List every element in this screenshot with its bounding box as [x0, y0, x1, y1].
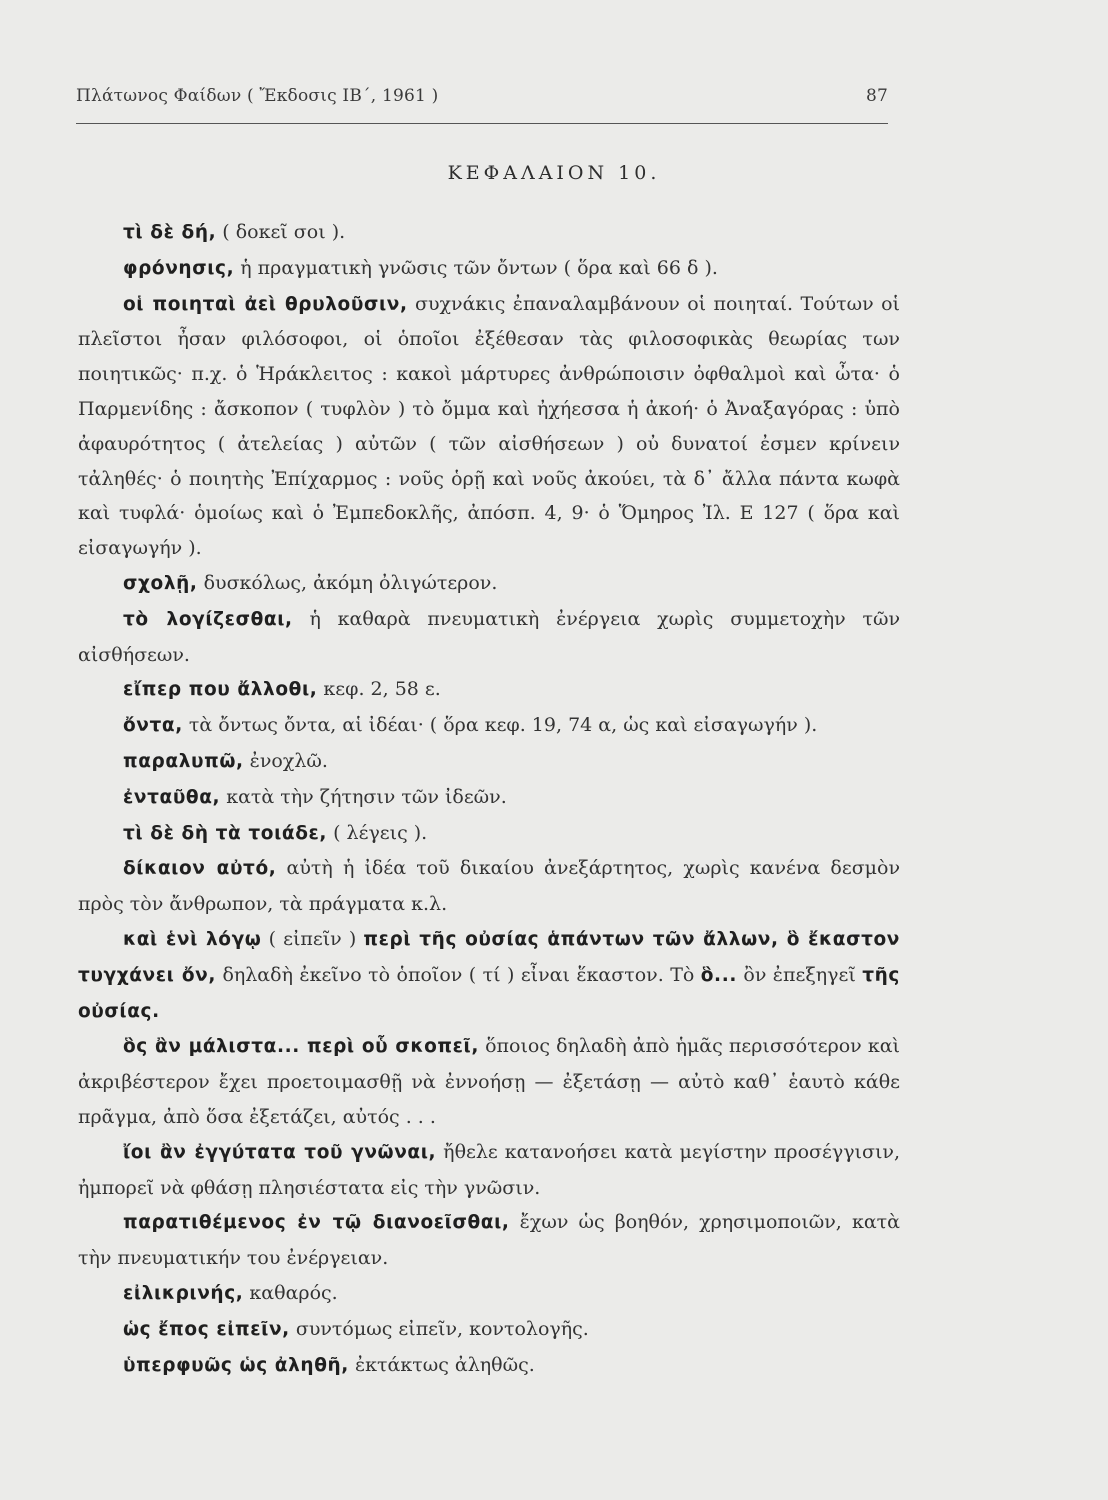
commentary-paragraph	[78, 566, 900, 602]
commentary-paragraph	[78, 708, 900, 744]
commentary-paragraph	[78, 602, 900, 673]
commentary-paragraph	[78, 1029, 900, 1134]
gloss: ἐκτάκτως ἀληθῶς.	[348, 1353, 535, 1376]
lemma: οἱ ποιηταὶ ἀεὶ θρυλοῦσιν,	[123, 293, 408, 315]
lemma: τὶ δὲ δή,	[123, 222, 217, 243]
commentary-paragraph	[78, 744, 900, 780]
page-number: 87	[865, 86, 888, 106]
commentary-paragraph	[78, 215, 900, 251]
lemma: ὃς ἂν μάλιστα... περὶ οὗ σκοπεῖ,	[123, 1036, 479, 1058]
lemma: καὶ ἑνὶ λόγῳ	[123, 928, 262, 950]
lemma: τὸ λογίζεσθαι,	[123, 608, 293, 630]
running-title: Πλάτωνος Φαίδων ( Ἔκδοσις ΙΒ΄, 1961 )	[76, 86, 439, 106]
lemma: ὡς ἔπος εἰπεῖν,	[123, 1318, 290, 1340]
commentary-paragraph	[78, 251, 900, 287]
lemma: τὶ δὲ δὴ τὰ τοιάδε,	[123, 822, 328, 844]
lemma: ἐνταῦθα,	[123, 786, 221, 808]
commentary-paragraph	[78, 851, 900, 922]
lemma: παραλυπῶ,	[123, 750, 244, 772]
gloss: τὰ ὄντως ὄντα, αἱ ἰδέαι· ( ὅρα κεφ. 19, 74 α, ὡς καὶ εἰσαγωγήν ).	[182, 714, 818, 737]
gloss: δηλαδὴ ἐκεῖνο τὸ ὁποῖον ( τί ) εἶναι ἕκαστον. Τὸ	[216, 963, 701, 986]
commentary-paragraph	[78, 780, 900, 816]
lemma: περὶ τῆς οὐσίας ἁπάντων τῶν ἄλλων, ὃ ἔκαστον τυγχάνει ὄν,	[78, 928, 900, 986]
gloss: ὂν ἐπεξηγεῖ	[736, 963, 863, 986]
lemma: παρατιθέμενος ἐν τῷ διανοεῖσθαι,	[123, 1212, 510, 1234]
gloss: ἡ πραγματικὴ γνῶσις τῶν ὄντων ( ὅρα καὶ 66 δ ).	[234, 256, 718, 279]
gloss: συντόμως εἰπεῖν, κοντολογῆς.	[289, 1317, 589, 1340]
gloss: συχνάκις ἐπαναλαμβάνουν οἱ ποιηταί. Τούτων οἱ πλεῖστοι ἦσαν φιλόσοφοι, οἱ ὁποῖοι ἐξέθεσαν τὰς φιλοσοφικὰς θεωρίας των ποιητικῶς· π.χ. ὁ Ἡράκλειτος : κακοὶ μάρτυρες ἀνθρώποισιν ὀφθαλμοὶ καὶ ὦτα· ὁ Παρμενίδης : ἄσκοπον ( τυφλὸν ) τὸ ὄμμα καὶ ἠχήεσσα ἡ ἀκοή· ὁ Ἀναξαγόρας : ὑπὸ ἀφαυρότητος ( ἀτελείας ) αὐτῶν ( τῶν αἰσθήσεων ) οὐ δυνατοί ἐσμεν κρίνειν τἀληθές· ὁ ποιητὴς Ἐπίχαρμος : νοῦς ὁρῇ καὶ νοῦς ἀκούει, τὰ δ᾽ ἄλλα πάντα κωφὰ καὶ τυφλά· ὁμοίως καὶ ὁ Ἐμπεδοκλῆς, ἀπόσπ. 4, 9· ὁ Ὅμηρος Ἰλ. Ε 127 ( ὅρα καὶ εἰσαγωγήν ).	[78, 292, 900, 560]
gloss: δυσκόλως, ἀκόμη ὀλιγώτερον.	[197, 571, 498, 594]
gloss: ὅποιος δηλαδὴ ἀπὸ ἡμᾶς περισσότερον καὶ ἀκριβέστερον ἔχει προετοιμασθῇ νὰ ἐννοήσῃ — ἐξετάσῃ — αὐτὸ καθ᾽ ἑαυτὸ κάθε πρᾶγμα, ἀπὸ ὅσα ἐξετάζει, αὐτός . . .	[78, 1035, 900, 1128]
lemma: φρόνησις,	[123, 257, 235, 279]
gloss: ἡ καθαρὰ πνευματικὴ ἐνέργεια χωρὶς συμμετοχὴν τῶν αἰσθήσεων.	[78, 607, 901, 666]
commentary-paragraph	[78, 816, 900, 852]
chapter-title: ΚΕΦΑΛΑΙΟΝ 10.	[447, 162, 661, 184]
gloss: ( λέγεις ).	[327, 821, 428, 844]
gloss: ἔχων ὡς βοηθόν, χρησιμοποιῶν, κατὰ τὴν πνευματικήν του ἐνέργειαν.	[78, 1211, 901, 1270]
lemma: δίκαιον αὐτό,	[123, 858, 277, 880]
commentary-paragraph	[78, 922, 900, 1029]
gloss: καθαρός.	[243, 1281, 338, 1304]
lemma: σχολῇ,	[123, 572, 198, 594]
lemma: ὄντα,	[123, 715, 183, 737]
gloss: ἤθελε κατανοήσει κατὰ μεγίστην προσέγγισιν, ἠμπορεῖ νὰ φθάσῃ πλησιέστατα εἰς τὴν γνῶσιν.	[78, 1140, 901, 1199]
commentary-paragraph	[78, 1135, 900, 1206]
lemma: ἴοι ἂν ἐγγύτατα τοῦ γνῶναι,	[123, 1141, 437, 1163]
commentary-paragraph	[78, 672, 900, 708]
commentary-paragraph	[78, 1205, 900, 1276]
commentary-paragraph	[78, 1312, 900, 1348]
commentary-paragraph	[78, 1276, 900, 1312]
lemma: ὑπερφυῶς ὡς ἀληθῆ,	[123, 1354, 349, 1376]
commentary-paragraph	[78, 287, 900, 566]
running-head	[76, 86, 888, 106]
lemma: εἰλικρινής,	[123, 1282, 244, 1304]
lemma: εἴπερ που ἄλλοθι,	[123, 679, 318, 701]
lemma: ὃ...	[700, 964, 737, 986]
lemma: τῆς οὐσίας.	[78, 964, 900, 1022]
commentary-body	[78, 215, 900, 1383]
gloss: κεφ. 2, 58 ε.	[317, 678, 441, 701]
gloss: ἐνοχλῶ.	[243, 749, 328, 772]
gloss: ( εἰπεῖν )	[261, 927, 364, 950]
gloss: ( δοκεῖ σοι ).	[216, 221, 346, 243]
gloss: κατὰ τὴν ζήτησιν τῶν ἰδεῶν.	[220, 785, 507, 808]
commentary-paragraph	[78, 1348, 900, 1384]
gloss: αὐτὴ ἡ ἰδέα τοῦ δικαίου ἀνεξάρτητος, χωρὶς κανένα δεσμὸν πρὸς τὸν ἄνθρωπον, τὰ πράγματα κ.λ.	[78, 857, 900, 916]
header-rule	[76, 123, 888, 124]
